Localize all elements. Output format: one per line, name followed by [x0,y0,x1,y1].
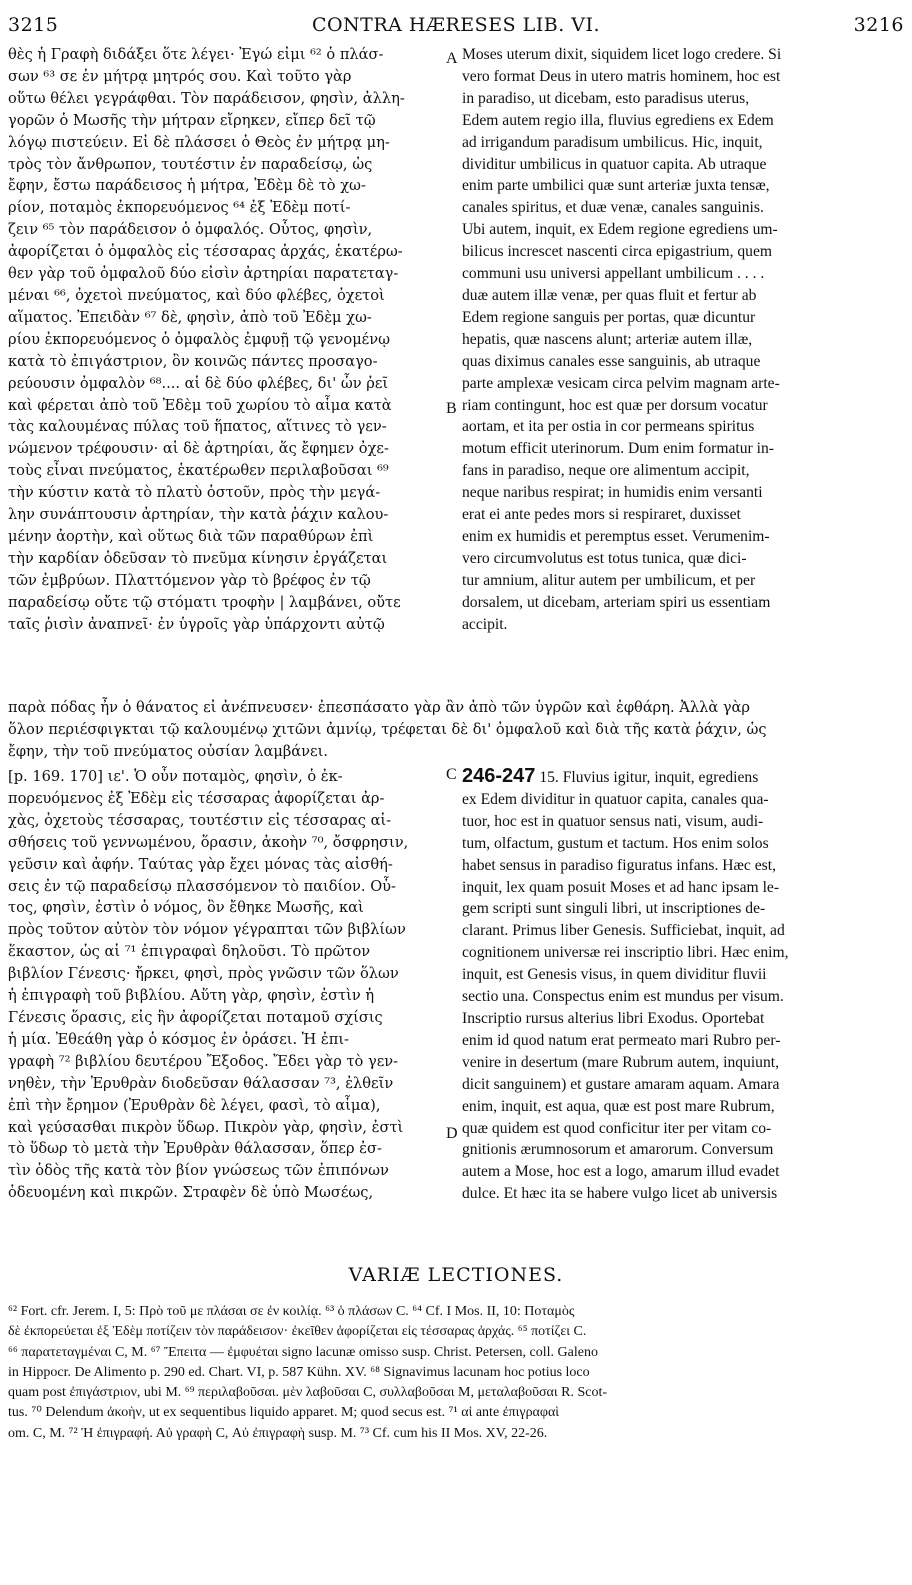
variae-lectiones-title: VARIÆ LECTIONES. [348,1264,564,1286]
footnote-line: om. C, M. ⁷² Ἡ ἐπιγραφή. Αὐ γραφὴ C, Αὐ ἐπιγραφὴ susp. M. ⁷³ Cf. cum his II Mos. XV, 22-26. [8,1425,548,1441]
latin-text-line: erat ei ante pedes mors si respiraret, duxisset [462,506,741,524]
greek-text-line: καὶ γεύσασθαι πικρὸν ὕδωρ. Πικρὸν γὰρ, φησὶν, ἐστὶ [8,1118,404,1136]
greek-text-line: θὲς ἡ Γραφὴ διδάξει ὅτε λέγει· Ἐγώ εἰμι ⁶² ὁ πλάσ- [8,46,384,63]
latin-text-line: duæ autem illæ venæ, per quas fluit et fertur ab [462,286,757,304]
greek-text-line: πορευόμενος ἐξ Ἐδὲμ εἰς τέσσαρας ἀφορίζεται ἀρ- [8,789,385,807]
latin-text-line: dorsalem, ut dicebam, arteriam spiri us essentiam [462,593,771,611]
greek-text-line: τρὸς τὸν ἄνθρωπον, τουτέστιν ἐν παραδείσῳ, ὡς [8,155,373,173]
page-number-right: 3216 [853,14,904,36]
latin-text-line: aortam, et ita per ostia in cor permeans spiritus [462,418,755,436]
greek-text-line: ταῖς ῥισὶν ἀναπνεῖ· ἐν ὑγροῖς γὰρ ὑπάρχοντι αὐτῷ [8,615,385,633]
latin-text-line: Ubi autem, inquit, ex Edem regione egrediens um- [462,221,778,239]
footnote-line: quam post ἐπιγάστριον, ubi M. ⁶⁹ περιλαβοῦσαι. μὲν λαβοῦσαι C, συλλαβοῦσαι M, μεταλαβοῦσαι R. Scot- [8,1385,608,1401]
latin-text-line: neque naribus respirat; in humidis enim versanti [462,484,763,502]
greek-text-line: τὰς καλουμένας πύλας τοῦ ἥπατος, αἵτινες τὸ γεν- [8,418,387,436]
running-header [8,14,904,42]
greek-text-line: τος, φησὶν, ἐστὶν ὁ νόμος, ὃν ἔθηκε Μωσῆς, καὶ [8,899,364,917]
latin-text-line: dicit sanguinem) et gustare amaram aquam. Amara [462,1075,780,1093]
greek-text-line: Γένεσις ὅρασις, εἰς ἣν ἀφορίζεται ποταμοῦ σχίσις [8,1008,383,1026]
greek-text-line: μέναι ⁶⁶, ὀχετοὶ πνεύματος, καὶ δύο φλέβες, ὀχετοὶ [8,286,385,304]
greek-text-line: τὴν καρδίαν ὁδεῦσαν τὸ πνεῦμα κίνησιν ἐργάζεται [8,549,388,567]
margin-marker-c: C [446,766,457,783]
latin-text-line: accipit. [462,615,508,633]
latin-text-line: fans in paradiso, neque ore alimentum accipit, [462,462,750,480]
greek-text-line: ὁδευομένη καὶ πικρῶν. Στραφὲν δὲ ὑπὸ Μωσέως, [8,1184,374,1202]
margin-marker-d: D [446,1125,458,1142]
latin-text-line: inquit, lex quam posuit Moses et ad hanc ipsam le- [462,878,780,896]
greek-text-line: ὅλον περιέσφιγκται τῷ καλουμένῳ χιτῶνι ἀμνίῳ, τρέφεται δὲ δι' ὀμφαλοῦ καὶ διὰ τῆς κατὰ ῥάχιν, ὡς [8,720,767,738]
greek-text-line: ἡ μία. Ἐθεάθη γὰρ ὁ κόσμος ἐν ὁράσει. Ἡ ἐπι- [8,1030,349,1048]
greek-full-width-text [8,697,908,763]
greek-text-line: παραδείσῳ οὔτε τῷ στόματι τροφὴν | λαμβάνει, οὔτε [8,593,401,611]
greek-text-line: [p. 169. 170] ιε'. Ὁ οὖν ποταμὸς, φησὶν, ὁ ἐκ- [8,768,343,785]
footnote-line: δὲ ἐκπορεύεται ἐξ Ἐδὲμ ποτίζειν τὸν παράδεισον· ἐκεῖθεν ἀφορίζεται εἰς τέσσαρας ἀρχάς. ⁶⁵ ποτίζει C. [8,1324,587,1340]
running-title: CONTRA HÆRESES LIB. VI. [311,14,601,36]
latin-section-line [462,766,910,789]
latin-text-line: autem a Mose, hoc est a logo, amarum illud evadet [462,1163,780,1181]
greek-text-line: λην συνάπτουσιν ἀρτηρίαν, τὴν κατὰ ῥάχιν καλου- [8,506,389,524]
latin-column-bottom [462,766,910,1205]
greek-text-line: ἐπὶ τὴν ἔρημον (Ἐρυθρὰν δὲ λέγει, φασὶ, τὸ αἷμα), [8,1096,381,1114]
latin-text-line: sectio una. Conspectus enim est mundus per visum. [462,988,784,1006]
section-number: 246-247 [462,766,536,787]
greek-text-line: γραφὴ ⁷² βιβλίου δευτέρου Ἔξοδος. Ἔδει γὰρ τὸ γεν- [8,1052,399,1070]
latin-text-line: clarant. Primus liber Genesis. Sufficiebat, inquit, ad [462,922,785,940]
latin-text-line: Edem regione sanguis per portas, quæ dicuntur [462,308,756,326]
footnote-line: tus. ⁷⁰ Delendum ἀκοὴν, ut ex sequentibus liquido apparet. M; quod secus est. ⁷¹ αἱ ante ἐπιγραφαὶ [8,1405,560,1421]
latin-text-line: habet sensus in paradiso figuratus infans. Hæc est, [462,856,776,874]
greek-text-line: θεν γὰρ τοῦ ὀμφαλοῦ δύο εἰσὶν ἀρτηρίαι παρατεταγ- [8,265,399,283]
latin-text-line: dulce. Et hæc ita se habere vulgo licet ab universis [462,1185,778,1203]
greek-text-line: γορῶν ὁ Μωσῆς τὴν μήτραν εἴρηκεν, εἴπερ δεῖ τῷ [8,111,376,129]
latin-text-line: ex Edem dividitur in quatuor capita, canales qua- [462,790,769,808]
greek-text-line: σεις ἐν τῷ παραδείσῳ πλασσόμενον τὸ παιδίον. Οὗ- [8,877,396,895]
greek-text-line: ρίου ἐκπορευόμενος ὁ ὀμφαλὸς ἐμφυῇ τῷ γενομένῳ [8,330,391,348]
greek-text-line: λόγῳ πιστεύειν. Εἰ δὲ πλάσσει ὁ Θεὸς ἐν μήτρᾳ μη- [8,133,390,151]
margin-marker-a: A [446,50,458,67]
latin-column-top [462,44,910,635]
latin-text-line: dividitur umbilicus in quatuor capita. Ab utraque [462,155,767,173]
greek-column-top [8,44,450,635]
latin-text-line: in paradiso, ut dicebam, esto paradisus uterus, [462,89,750,107]
greek-text-line: ἕκαστον, ὡς αἱ ⁷¹ ἐπιγραφαὶ δηλοῦσι. Τὸ πρῶτον [8,943,371,961]
latin-text-line: Moses uterum dixit, siquidem licet logo credere. Si [462,46,782,63]
greek-text-line: πρὸς τοῦτον αὐτὸν τὸν νόμον γέγραπται τῶν βιβλίων [8,921,406,939]
latin-text-line: enim, inquit, est aqua, quæ est post mare Rubrum, [462,1097,775,1115]
latin-text-line: motum efficit uterinorum. Dum enim formatur in- [462,440,774,458]
latin-text-line: tum, olfactum, gustum et tactum. Hos enim solos [462,834,769,852]
latin-text-line: ad irrigandum paradisum umbilicus. Hic, inquit, [462,133,763,151]
latin-text-line: parte amplexæ vesicam circa pelvim magnam arte- [462,374,780,392]
greek-text-line: τῶν ἐμβρύων. Πλαττόμενον γὰρ τὸ βρέφος ἐν τῷ [8,571,371,589]
greek-text-line: σθήσεις τοῦ γεννωμένου, ὅρασιν, ἀκοὴν ⁷⁰, ὄσφρησιν, [8,833,409,851]
page-number-left: 3215 [8,14,59,36]
latin-text-line: 15. Fluvius igitur, inquit, egrediens [539,769,759,786]
latin-text-line: hepatis, quæ nascens alunt; arteriæ autem illæ, [462,330,753,348]
greek-text-line: γεῦσιν καὶ ἀφήν. Ταύτας γὰρ ἔχει μόνας τὰς αἰσθή- [8,855,393,873]
greek-text-line: τοὺς εἶναι πνεύματος, ἑκατέρωθεν περιλαβοῦσαι ⁶⁹ [8,462,389,480]
latin-text-line: riam contingunt, hoc est quæ per dorsum vocatur [462,396,768,414]
greek-text-line: τὶν ὁδὸς τῆς κατὰ τὸν βίον γνώσεως τῶν ἐπιπόνων [8,1162,389,1180]
footnote-line: in Hippocr. De Alimento p. 290 ed. Chart. VI, p. 587 Kühn. XV. ⁶⁸ Signavimus lacunam hoc potius loco [8,1364,590,1380]
greek-text-line: ἔφην, ἔστω παράδεισος ἡ μήτρα, Ἐδὲμ δὲ τὸ χω- [8,177,366,195]
greek-column-bottom [8,766,450,1204]
latin-text-line: Inscriptio rursus alterius libri Exodus. Oportebat [462,1009,765,1027]
latin-text-line: vero circumvolutus est totus tunica, quæ dici- [462,549,747,567]
greek-text-line: ἔφην, τὴν τοῦ πνεύματος οὐσίαν λαμβάνει. [8,742,328,760]
greek-text-line: χὰς, ὀχετοὺς τέσσαρας, τουτέστιν εἰς τέσσαρας αἰ- [8,811,392,829]
greek-text-line: καὶ φέρεται ἀπὸ τοῦ Ἐδὲμ τοῦ χωρίου τὸ αἷμα κατὰ [8,396,392,414]
greek-text-line: τὴν κύστιν κατὰ τὸ πλατὺ ὀστοῦν, πρὸς τὴν μεγά- [8,484,381,502]
footnote-line: ⁶⁶ παρατεταγμέναι C, M. ⁶⁷ Ἔπειτα — ἐμφυέται signo lacunæ omisso susp. Christ. Petersen, coll. Galeno [8,1344,598,1360]
latin-text-line: gem scripti sunt singuli libri, ut inscriptiones de- [462,900,766,918]
latin-text-line: gnitionis ærumnosorum et amarorum. Conversum [462,1141,774,1159]
greek-text-line: ρίον, ποταμὸς ἐκπορευόμενος ⁶⁴ ἐξ Ἐδὲμ ποτί- [8,199,351,217]
latin-text-line: tuor, hoc est in quatuor sensus nati, visum, audi- [462,812,764,830]
greek-text-line: βιβλίον Γένεσις· ἤρκει, φησὶ, πρὸς γνῶσιν τῶν ὅλων [8,965,399,983]
latin-text-line: inquit, est Genesis visus, in quem dividitur fluvii [462,966,767,984]
latin-text-line: tur amnium, alitur autem per umbilicum, et per [462,571,756,589]
greek-text-line: ἀφορίζεται ὁ ὀμφαλὸς εἰς τέσσαρας ἀρχάς, ἑκατέρω- [8,243,403,261]
greek-text-line: αἵματος. Ἐπειδὰν ⁶⁷ δὲ, φησὶν, ἀπὸ τοῦ Ἐδὲμ χω- [8,308,372,326]
greek-text-line: παρὰ πόδας ἦν ὁ θάνατος εἰ ἀνέπνευσεν· ἐπεσπάσατο γὰρ ἂν ἀπὸ τῶν ὑγρῶν καὶ ἐφθάρη. Ἀλλὰ γὰρ [8,699,750,716]
greek-text-line: τὸ ὕδωρ τὸ μετὰ τὴν Ἐρυθρὰν θάλασσαν, ὅπερ ἐσ- [8,1140,382,1158]
greek-text-line: ρεύουσιν ὀμφαλὸν ⁶⁸.... αἱ δὲ δύο φλέβες, δι' ὧν ῥεῖ [8,374,389,392]
latin-text-line: vero format Deus in utero matris hominem, hoc est [462,67,781,85]
latin-text-line: venire in desertum (mare Rubrum autem, inquiunt, [462,1053,779,1071]
footnotes-block [8,1302,908,1444]
margin-marker-b: B [446,400,457,417]
latin-text-line: enim id quod natum erat permeato mari Rubro per- [462,1031,781,1049]
greek-text-line: κατὰ τὸ ἐπιγάστριον, ὃν κοινῶς πάντες προσαγο- [8,352,378,370]
greek-text-line: νώμενον τρέφουσιν· αἱ δὲ ἀρτηρίαι, ἅς ἔφημεν ὀχε- [8,440,389,458]
latin-text-line: Edem autem regio illa, fluvius egrediens ex Edem [462,111,774,129]
latin-text-line: quæ quidem est quod conficitur iter per vitam co- [462,1119,772,1137]
greek-text-line: σων ⁶³ σε ἐν μήτρᾳ μητρός σου. Καὶ τοῦτο γὰρ [8,67,352,85]
greek-text-line: ζειν ⁶⁵ τὸν παράδεισον ὁ ὀμφαλός. Οὗτος, φησὶν, [8,221,373,239]
latin-text-line: canales spiritus, et duæ venæ, canales sanguinis. [462,199,764,217]
greek-text-line: νηθὲν, τὴν Ἐρυθρὰν διοδεῦσαν θάλασσαν ⁷³, ἐλθεῖν [8,1074,394,1092]
greek-text-line: οὕτω θέλει γεγράφθαι. Τὸν παράδεισον, φησὶν, ἀλλη- [8,89,405,107]
latin-text-line: enim parte umbilici quæ sunt arteriæ juxta tensæ, [462,177,770,195]
greek-text-line: ἡ ἐπιγραφὴ τοῦ βιβλίου. Αὕτη γὰρ, φησὶν, ἐστὶν ἡ [8,987,375,1005]
footnote-line: ⁶² Fort. cfr. Jerem. I, 5: Πρὸ τοῦ με πλάσαι σε ἐν κοιλίᾳ. ⁶³ ὁ πλάσων C. ⁶⁴ Cf. I Mos. II, 10: Ποταμὸς [8,1304,575,1319]
latin-text-line: cognitionem universæ rei inscriptio libri. Hæc enim, [462,944,789,962]
greek-text-line: μένην ἀορτὴν, καὶ οὕτως διὰ τῶν παραθύρων ἐπὶ [8,527,374,545]
latin-text-line: communi usu universi appellant umbilicum . . . . [462,265,765,283]
latin-text-line: enim ex humidis et peremptus esset. Verumenim- [462,527,770,545]
latin-text-line: bilicus increscet nascenti circa epigastrium, quem [462,243,773,261]
latin-text-line: quas diximus canales esse sanguinis, ab utraque [462,352,761,370]
